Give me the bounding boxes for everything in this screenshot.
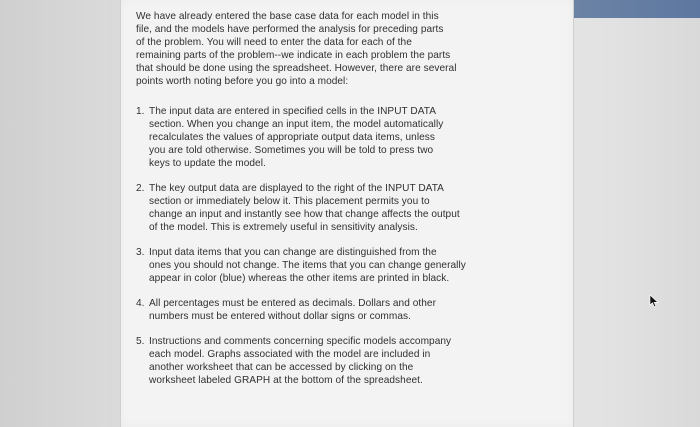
list-number: 2. xyxy=(136,183,145,194)
list-item-text xyxy=(149,105,481,170)
list-item-text xyxy=(149,297,481,323)
cursor-arrow-icon xyxy=(649,294,659,308)
list-item-line: change an input and instantly see how that change affects the output xyxy=(149,209,460,220)
left-background-panel xyxy=(0,0,108,427)
list-item-line: of the model. This is extremely useful in sensitivity analysis. xyxy=(149,222,418,233)
list-item-line: each model. Graphs associated with the model are included in xyxy=(149,349,431,360)
intro-line: We have already entered the base case data for each model in this xyxy=(136,11,439,22)
instructions-text-block xyxy=(136,10,496,399)
list-item-line: worksheet labeled GRAPH at the bottom of the spreadsheet. xyxy=(149,375,423,386)
list-item-line: appear in color (blue) whereas the other items are printed in black. xyxy=(149,273,450,284)
list-item-line: The input data are entered in specified cells in the INPUT DATA xyxy=(149,106,437,117)
intro-line: remaining parts of the problem--we indicate in each problem the parts xyxy=(136,50,451,61)
list-item-line: another worksheet that can be accessed by clicking on the xyxy=(149,362,414,373)
list-item xyxy=(136,335,481,387)
list-item-line: Input data items that you can change are distinguished from the xyxy=(149,247,437,258)
intro-line: points worth noting before you go into a model: xyxy=(136,76,349,87)
list-item-line: section. When you change an input item, the model automatically xyxy=(149,119,444,130)
list-item-text xyxy=(149,246,481,285)
list-item-text xyxy=(149,182,481,234)
list-item xyxy=(136,105,481,170)
intro-line: that should be done using the spreadsheet. However, there are several xyxy=(136,63,457,74)
notes-list xyxy=(136,105,496,387)
list-item xyxy=(136,182,481,234)
list-item-text xyxy=(149,335,481,387)
intro-line: file, and the models have performed the analysis for preceding parts xyxy=(136,24,444,35)
list-item-line: numbers must be entered without dollar signs or commas. xyxy=(149,311,411,322)
list-number: 1. xyxy=(136,106,145,117)
list-item-line: keys to update the model. xyxy=(149,158,266,169)
list-number: 3. xyxy=(136,247,145,258)
list-item-line: Instructions and comments concerning specific models accompany xyxy=(149,336,452,347)
list-item-line: The key output data are displayed to the right of the INPUT DATA xyxy=(149,183,444,194)
list-number: 4. xyxy=(136,298,145,309)
list-item xyxy=(136,297,481,323)
list-item-line: section or immediately below it. This placement permits you to xyxy=(149,196,430,207)
list-item-line: All percentages must be entered as decimals. Dollars and other xyxy=(149,298,436,309)
window-top-bar xyxy=(565,0,700,18)
list-item xyxy=(136,246,481,285)
list-item-line: recalculates the values of appropriate output data items, unless xyxy=(149,132,435,143)
list-number: 5. xyxy=(136,336,145,347)
list-item-line: you are told otherwise. Sometimes you will be told to press two xyxy=(149,145,434,156)
intro-paragraph xyxy=(136,10,496,88)
intro-line: of the problem. You will need to enter the data for each of the xyxy=(136,37,412,48)
list-item-line: ones you should not change. The items that you can change generally xyxy=(149,260,466,271)
